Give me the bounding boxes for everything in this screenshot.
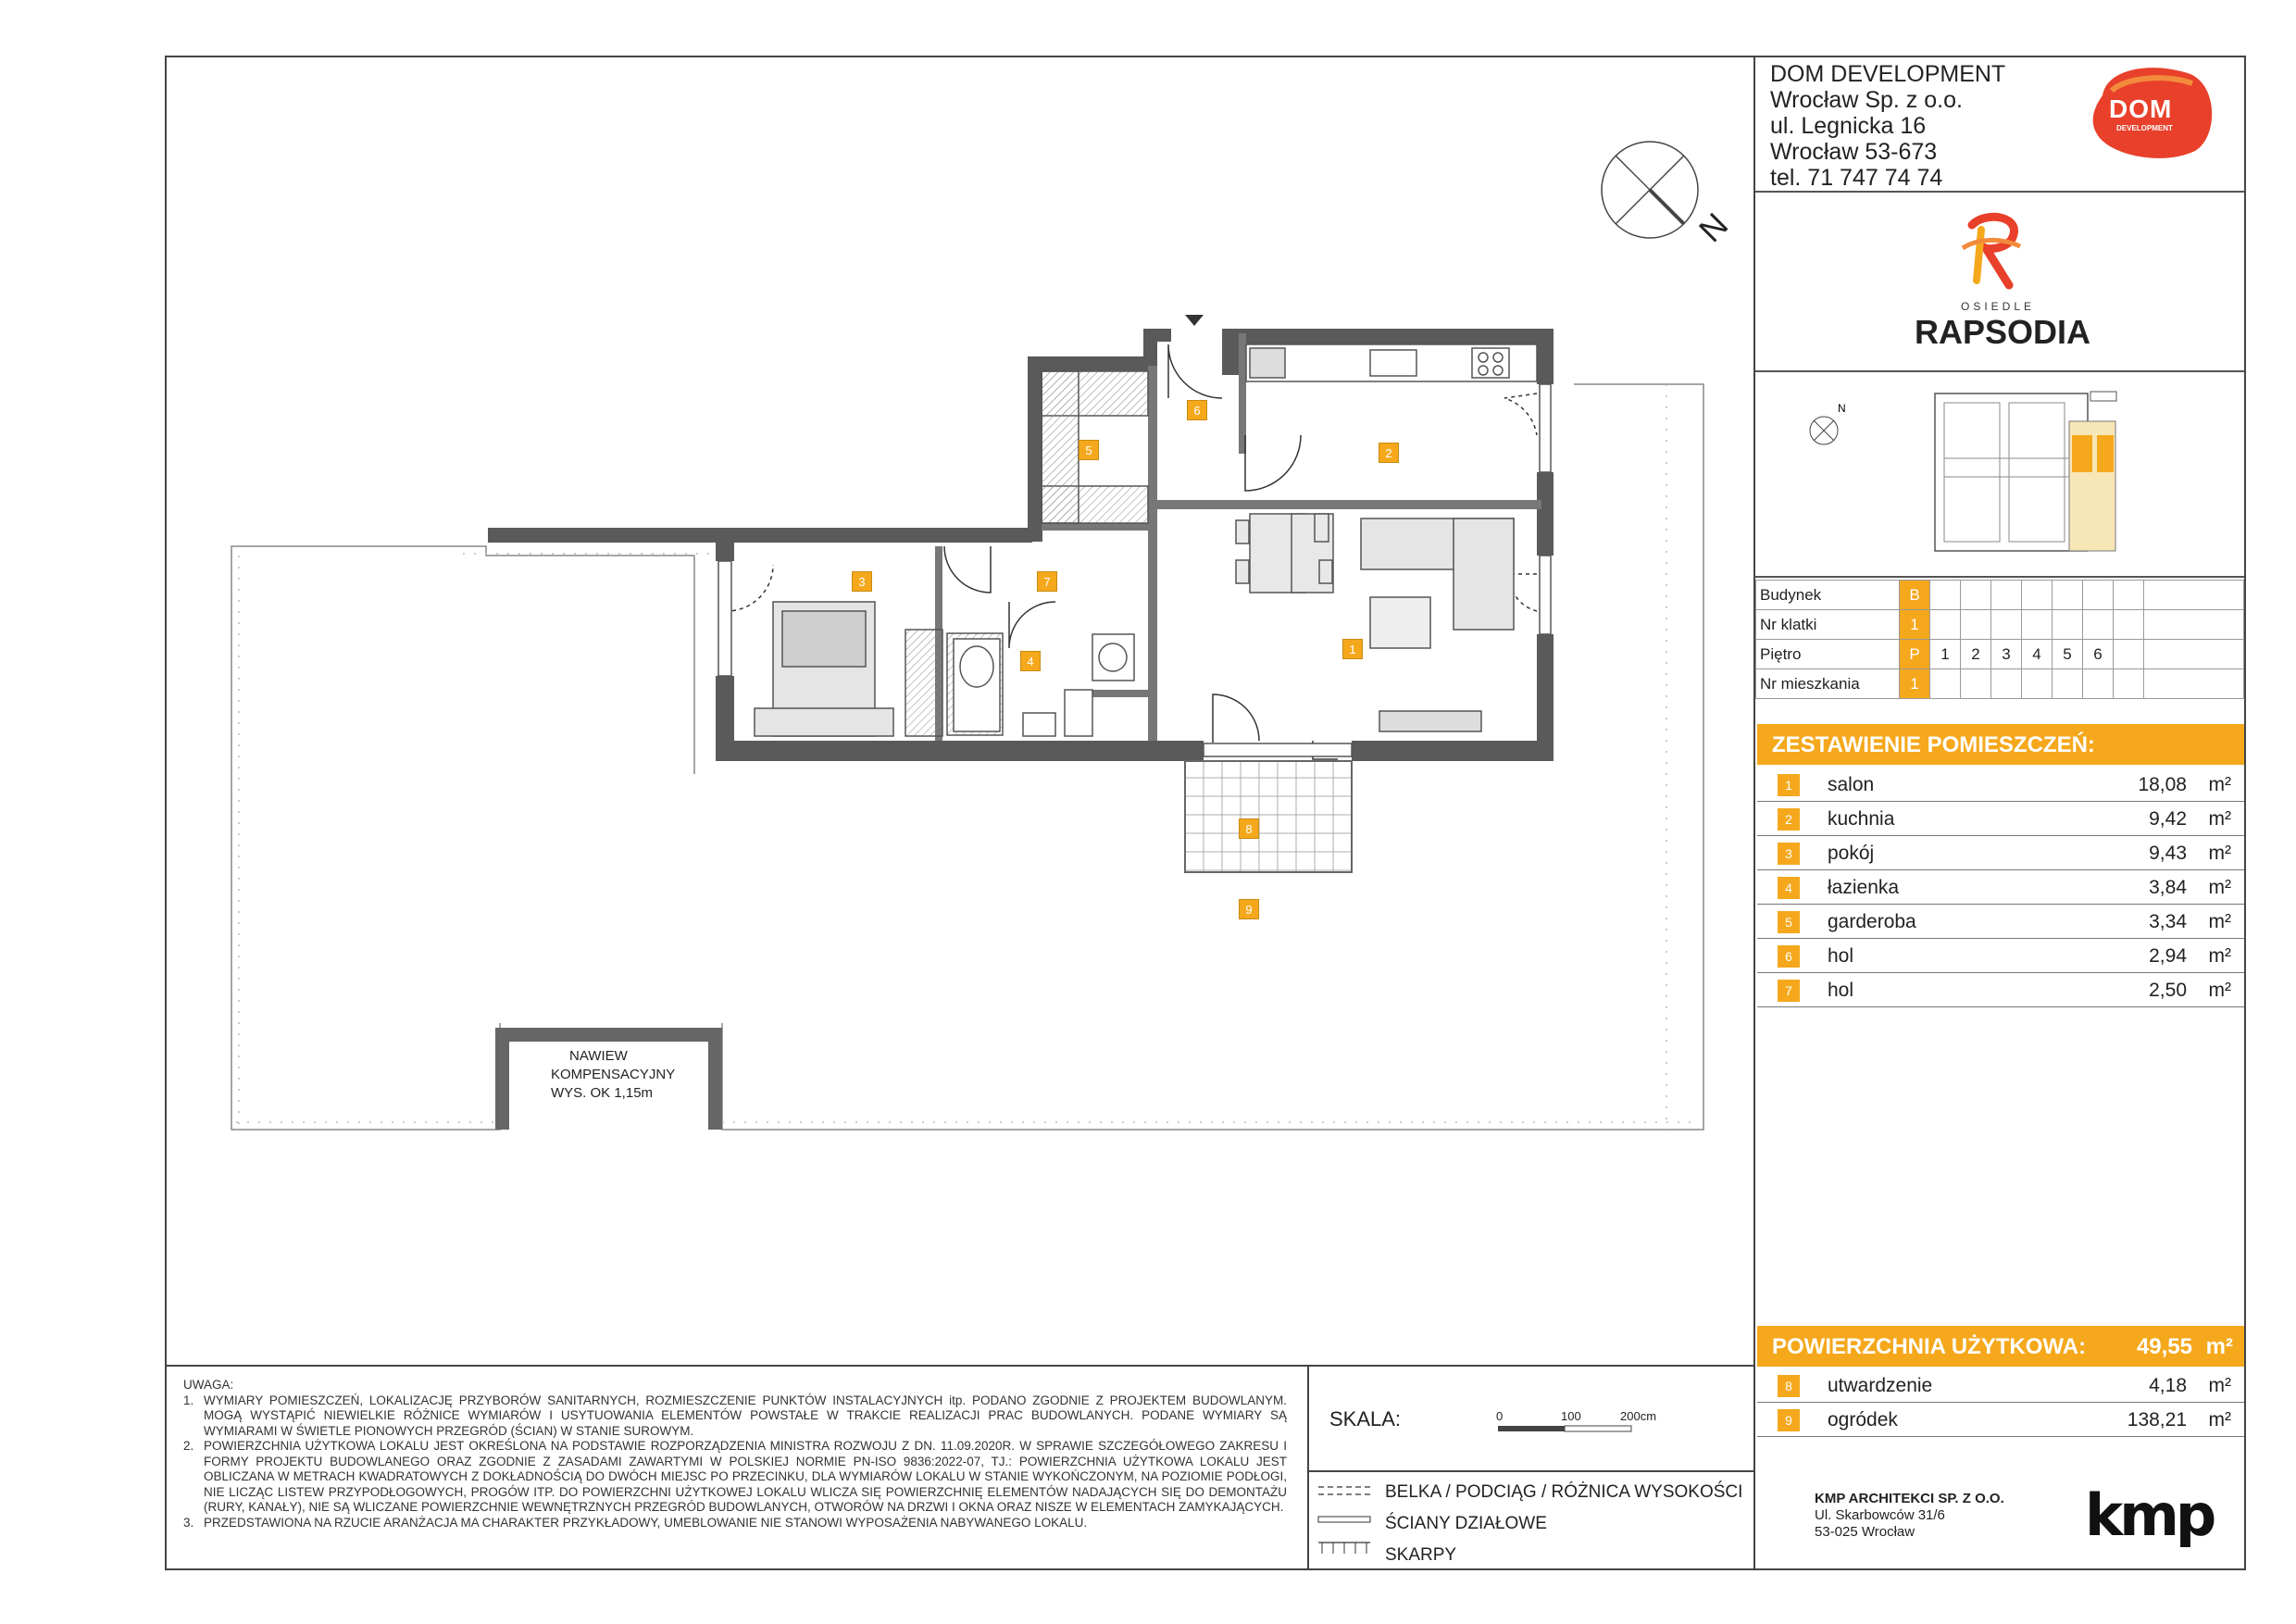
extra-area: 138,21 (2127, 1409, 2187, 1430)
floor-plan (165, 56, 1753, 1365)
room-row (1757, 836, 2244, 870)
legend-wall-label: ŚCIANY DZIAŁOWE (1385, 1514, 1547, 1533)
compass-icon (1602, 142, 1698, 238)
vent-label-1: NAWIEW (569, 1048, 628, 1064)
company-line2: Wrocław Sp. z o.o. (1770, 87, 1963, 113)
extra-num: 8 (1778, 1375, 1800, 1397)
notes-title: UWAGA: (183, 1378, 234, 1392)
dom-logo-text: DOM (2109, 94, 2173, 123)
room-tag-8: 8 (1239, 818, 1259, 839)
footer-divider (165, 1365, 1753, 1367)
sidebar-divider-2 (1755, 370, 2244, 372)
room-row (1757, 802, 2244, 836)
room-unit: m² (2208, 911, 2231, 932)
info-label: Nr mieszkania (1756, 669, 1900, 699)
room-name: łazienka (1828, 877, 1900, 898)
extra-unit: m² (2208, 1409, 2231, 1430)
kmp-logo: kmp (2085, 1481, 2214, 1549)
extra-num: 9 (1778, 1409, 1800, 1431)
note-item (183, 1439, 1287, 1516)
scale-bar (1498, 1424, 1637, 1435)
legend-slope-label: SKARPY (1385, 1545, 1457, 1565)
scale-tick-1: 100 (1561, 1409, 1581, 1423)
note-num: 2. (183, 1439, 194, 1453)
room-tag-9: 9 (1239, 899, 1259, 919)
room-area: 2,50 (2149, 980, 2187, 1001)
extra-row (1757, 1403, 2244, 1437)
company-phone: tel. 71 747 74 74 (1770, 165, 1943, 191)
usable-area-bar (1757, 1326, 2244, 1367)
room-num: 7 (1778, 980, 1800, 1002)
notes-block (183, 1378, 1287, 1530)
room-area: 18,08 (2138, 774, 2187, 795)
scale-label: SKALA: (1329, 1407, 1402, 1430)
info-row-apartment (1756, 669, 2244, 699)
sidebar-divider-1 (1755, 191, 2244, 193)
info-row-floor (1756, 640, 2244, 669)
room-row (1757, 768, 2244, 802)
room-num: 1 (1778, 774, 1800, 796)
room-name: hol (1828, 945, 1854, 967)
info-value: P (1900, 640, 1930, 669)
architect-city: 53-025 Wrocław (1815, 1524, 1915, 1540)
project-name: RAPSODIA (1915, 313, 2091, 351)
extra-name: ogródek (1828, 1409, 1898, 1430)
room-tag-1: 1 (1342, 639, 1363, 659)
room-tag-5: 5 (1079, 440, 1099, 460)
room-row (1757, 939, 2244, 973)
info-value: 1 (1900, 610, 1930, 640)
rooms-header-bar (1757, 724, 2244, 765)
info-label: Nr klatki (1756, 610, 1900, 640)
extra-name: utwardzenie (1828, 1375, 1933, 1396)
note-item (183, 1393, 1287, 1440)
room-unit: m² (2208, 808, 2231, 830)
room-unit: m² (2208, 774, 2231, 795)
legend-beam-label: BELKA / PODCIĄG / RÓŻNICA WYSOKOŚCI (1385, 1482, 1743, 1502)
company-city: Wrocław 53-673 (1770, 139, 1938, 165)
usable-area-label: POWIERZCHNIA UŻYTKOWA: (1772, 1334, 2087, 1359)
rooms-header: ZESTAWIENIE POMIESZCZEŃ: (1772, 732, 2095, 757)
room-name: kuchnia (1828, 808, 1895, 830)
partition-wall-icon (1318, 1517, 1370, 1522)
room-area: 9,42 (2149, 808, 2187, 830)
room-unit: m² (2208, 980, 2231, 1001)
apartment-info-table (1755, 580, 2244, 699)
scale-tick-2: 200cm (1620, 1409, 1657, 1423)
info-label: Budynek (1756, 581, 1900, 610)
key-plan (1796, 384, 2148, 569)
floor-cell: 3 (1991, 640, 2022, 669)
footer-column-divider (1307, 1367, 1309, 1570)
sidebar-divider-3 (1755, 576, 2244, 578)
usable-area-value: 49,55 (2136, 1334, 2192, 1359)
usable-area-unit: m² (2205, 1334, 2233, 1359)
legend-symbols (1315, 1480, 1379, 1563)
room-num: 6 (1778, 945, 1800, 968)
room-num: 5 (1778, 911, 1800, 933)
architect-street: Ul. Skarbowców 31/6 (1815, 1507, 1945, 1523)
living-furniture (1361, 518, 1514, 731)
svg-text:N: N (1838, 402, 1846, 415)
company-street: ul. Legnicka 16 (1770, 113, 1927, 139)
note-text: POWIERZCHNIA UŻYTKOWA LOKALU JEST OKREŚLONA NA PODSTAWIE ROZPORZĄDZENIA MINISTRA ROZWOJU Z DN. 11.09.2020R. W SPRAWIE SZCZEGÓŁOWEGO ZAKRESU I FORMY PROJEKTU BUDOWLANEGO ORAZ ZGODNIE Z ZASADAMI ZAWARTYMI W POLSKIEJ NORMIE PN-ISO 9836:2022-07, TJ.: POWIERZCHNIA UŻYTKOWA LOKALU JEST OBLICZANA W METRACH KWADRATOWYCH Z DOKŁADNOŚCIĄ DO DWÓCH MIEJSC PO PRZECINKU, DLA WYMIARÓW LOKALU W STANIE WYKOŃCZONYM, NA POZIOMIE PODŁOGI, NIE LICZĄC LISTEW PRZYPODŁOGOWYCH, PROGÓW ITP. DO POWIERZCHNI UŻYTKOWEJ LOKALU WLICZA SIĘ POWIERZCHNIĘ ELEMENTÓW NADAJĄCYCH SIĘ DO DEMONTAŻU (RURY, KANAŁY), NIE SĄ WLICZANE POWIERZCHNIE WEWNĘTRZNYCH PRZEGRÓD BUDOWLANYCH, OTWORÓW NA DRZWI I OKNA ORAZ NISZE W ELEMENTACH ZAMYKAJĄCYCH. (204, 1439, 1287, 1514)
info-row-staircase (1756, 610, 2244, 640)
room-unit: m² (2208, 945, 2231, 967)
note-num: 1. (183, 1393, 194, 1407)
room-name: hol (1828, 980, 1854, 1001)
room-area: 3,34 (2149, 911, 2187, 932)
room-name: garderoba (1828, 911, 1916, 932)
company-address (1770, 61, 2005, 191)
note-text: PRZEDSTAWIONA NA RZUCIE ARANŻACJA MA CHARAKTER PRZYKŁADOWY, UMEBLOWANIE NIE STANOWI WYPOSAŻENIA NABYWANEGO LOKALU. (204, 1515, 1088, 1530)
rapsodia-logo-icon (1953, 211, 2028, 294)
note-num: 3. (183, 1515, 194, 1530)
room-tag-7: 7 (1037, 571, 1057, 592)
info-label: Piętro (1756, 640, 1900, 669)
extra-area: 4,18 (2149, 1375, 2187, 1396)
info-row-building (1756, 581, 2244, 610)
room-row (1757, 905, 2244, 939)
bathroom-fixtures (947, 633, 1134, 736)
room-row (1757, 973, 2244, 1007)
room-name: salon (1828, 774, 1875, 795)
room-area: 9,43 (2149, 843, 2187, 864)
room-tag-2: 2 (1379, 443, 1399, 463)
room-name: pokój (1828, 843, 1875, 864)
kitchen-counter (1246, 344, 1537, 381)
dom-logo-subtext: DEVELOPMENT (2116, 124, 2173, 132)
north-label: N (1691, 205, 1736, 250)
bedroom-furniture (755, 602, 942, 736)
project-subtitle: OSIEDLE (1960, 300, 2036, 313)
architect-name: KMP ARCHITEKCI SP. Z O.O. (1815, 1491, 2004, 1506)
scale-legend-divider (1307, 1470, 1753, 1472)
extra-row (1757, 1368, 2244, 1403)
room-tag-3: 3 (852, 571, 872, 592)
room-row (1757, 870, 2244, 905)
company-name: DOM DEVELOPMENT (1770, 61, 2006, 87)
info-value: 1 (1900, 669, 1930, 699)
room-unit: m² (2208, 843, 2231, 864)
terrace-tiles (1185, 761, 1352, 872)
info-value: B (1900, 581, 1930, 610)
floor-cell: 1 (1930, 640, 1961, 669)
room-tag-6: 6 (1187, 400, 1207, 420)
vent-label-2: KOMPENSACYJNY (551, 1067, 676, 1082)
scale-tick-0: 0 (1496, 1409, 1504, 1423)
room-unit: m² (2208, 877, 2231, 898)
vent-label-3: WYS. OK 1,15m (551, 1085, 654, 1101)
floor-cell: 5 (2053, 640, 2083, 669)
room-num: 4 (1778, 877, 1800, 899)
dining-set (1236, 514, 1333, 593)
note-text: WYMIARY POMIESZCZEŃ, LOKALIZACJĘ PRZYBORÓW SANITARNYCH, ROZMIESZCZENIE PUNKTÓW INSTALACYJNYCH itp. PODANO ZGODNIE Z PROJEKTEM BUDOWLANYM. MOGĄ WYSTĄPIĆ NIEWIELKIE RÓŻNICE WYMIARÓW I USYTUOWANIA ELEMENTÓW POWSTAŁE W TRAKCIE REALIZACJI PRAC BUDOWLANYCH. PODANE WYMIARY SĄ WYMIARAMI W ŚWIETLE PIONOWYCH PRZEGRÓD (ŚCIAN) W STANIE SUROWYM. (204, 1393, 1287, 1438)
room-area: 2,94 (2149, 945, 2187, 967)
architect-block (1815, 1491, 2004, 1541)
note-item (183, 1516, 1287, 1531)
floor-cell: 2 (1961, 640, 1991, 669)
extra-unit: m² (2208, 1375, 2231, 1396)
sidebar-divider (1753, 56, 1755, 1570)
room-num: 2 (1778, 808, 1800, 831)
room-num: 3 (1778, 843, 1800, 865)
floor-cell: 6 (2083, 640, 2114, 669)
floor-cell: 4 (2022, 640, 2053, 669)
room-tag-4: 4 (1020, 651, 1041, 671)
entrance-marker (1185, 315, 1204, 326)
room-area: 3,84 (2149, 877, 2187, 898)
